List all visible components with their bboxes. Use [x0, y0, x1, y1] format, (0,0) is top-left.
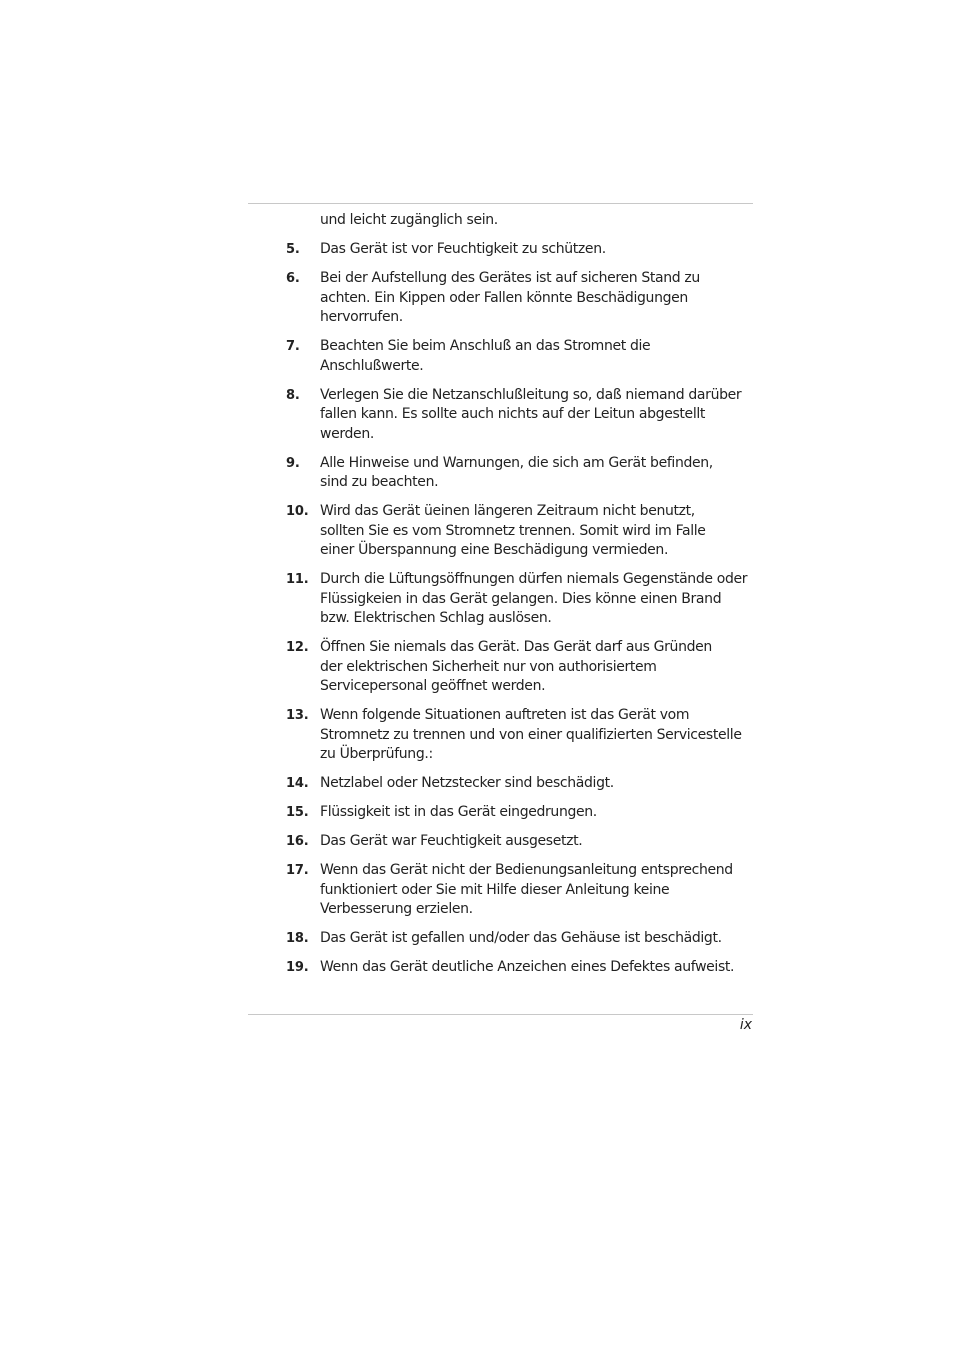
item-text-line: der elektrischen Sicherheit nur von authorisiertem	[320, 658, 657, 675]
item-text-line: Alle Hinweise und Warnungen, die sich am Gerät befinden,	[320, 454, 713, 471]
item-number: 14.	[286, 776, 309, 791]
item-text-line: Öffnen Sie niemals das Gerät. Das Gerät darf aus Gründen	[320, 639, 712, 655]
item-text	[320, 832, 758, 852]
list-item	[248, 958, 758, 978]
item-text-line: bzw. Elektrischen Schlag auslösen.	[320, 610, 552, 626]
item-text-line: fallen kann. Es sollte auch nichts auf der Leitun abgestellt	[320, 406, 706, 422]
item-text	[320, 803, 758, 823]
item-text-line: Stromnetz zu trennen und von einer qualifizierten Servicestelle	[320, 726, 742, 743]
item-text	[320, 240, 758, 260]
item-number: 8.	[286, 387, 300, 403]
item-number: 6.	[286, 271, 300, 286]
item-number: 13.	[286, 708, 309, 723]
item-text	[320, 706, 758, 765]
list-item	[248, 502, 758, 561]
item-text-line: Das Gerät war Feuchtigkeit ausgesetzt.	[320, 833, 583, 849]
item-text-line: Wenn das Gerät deutliche Anzeichen eines Defektes aufweist.	[320, 959, 735, 975]
item-text-line: Verbesserung erzielen.	[320, 901, 473, 917]
item-text	[320, 269, 758, 328]
item-text-line: zu Überprüfung.:	[320, 746, 433, 762]
item-text-line: Wenn folgende Situationen auftreten ist das Gerät vom	[320, 707, 690, 723]
item-text	[320, 454, 758, 493]
list-item	[248, 706, 758, 765]
item-number: 11.	[286, 572, 309, 587]
item-text-line: Verlegen Sie die Netzanschlußleitung so, daß niemand darüber	[320, 386, 742, 403]
item-number: 17.	[286, 863, 309, 878]
list-item	[248, 386, 758, 445]
item-number: 16.	[286, 834, 309, 849]
list-item	[248, 570, 758, 629]
list-item	[248, 269, 758, 328]
item-text-line: einer Überspannung eine Beschädigung vermieden.	[320, 542, 669, 558]
item-text-line: funktioniert oder Sie mit Hilfe dieser Anleitung keine	[320, 881, 670, 898]
item-number: 19.	[286, 960, 309, 975]
item-number: 7.	[286, 339, 300, 354]
list-item	[248, 638, 758, 697]
item-number: 10.	[286, 504, 309, 519]
item-text-line: Das Gerät ist vor Feuchtigkeit zu schützen.	[320, 241, 606, 257]
item-text-line: werden.	[320, 425, 374, 442]
item-text-line: Wenn das Gerät nicht der Bedienungsanleitung entsprechend	[320, 862, 733, 878]
item-text-line: Anschlußwerte.	[320, 357, 424, 374]
item-text-line: Wird das Gerät üeinen längeren Zeitraum nicht benutzt,	[320, 503, 695, 519]
item-text	[320, 337, 758, 376]
item-text	[320, 570, 758, 629]
page-number: ix	[739, 1017, 752, 1033]
item-text-line: Netzlabel oder Netzstecker sind beschädigt.	[320, 775, 614, 791]
safety-instructions-list	[248, 211, 758, 987]
item-text-line: Flüssigkeit ist in das Gerät eingedrungen.	[320, 804, 597, 820]
item-text	[320, 958, 758, 978]
item-number: 5.	[286, 242, 300, 257]
item-text	[320, 929, 758, 949]
footer-rule	[248, 1014, 753, 1015]
list-item	[248, 454, 758, 493]
list-item	[248, 861, 758, 920]
item-text-line: achten. Ein Kippen oder Fallen könnte Beschädigungen	[320, 289, 688, 306]
item-text	[320, 638, 758, 697]
list-item	[248, 832, 758, 852]
list-item	[248, 774, 758, 794]
continued-text: und leicht zugänglich sein.	[320, 212, 498, 228]
item-number: 9.	[286, 455, 300, 471]
list-item	[248, 240, 758, 260]
header-rule	[248, 203, 753, 204]
item-text	[320, 861, 758, 920]
item-number: 18.	[286, 931, 309, 946]
item-text-line: Flüssigkeien in das Gerät gelangen. Dies könne einen Brand	[320, 590, 722, 607]
item-text-line: hervorrufen.	[320, 309, 403, 325]
item-text-line: Durch die Lüftungsöffnungen dürfen niemals Gegenstände oder	[320, 571, 748, 587]
item-text-line: Das Gerät ist gefallen und/oder das Gehäuse ist beschädigt.	[320, 930, 722, 946]
list-item	[248, 337, 758, 376]
list-item	[248, 929, 758, 949]
item-number: 15.	[286, 805, 309, 820]
item-text-line: Beachten Sie beim Anschluß an das Stromnet die	[320, 338, 651, 354]
item-text-line: sollten Sie es vom Stromnetz trennen. Somit wird im Falle	[320, 522, 706, 539]
item-number: 12.	[286, 640, 309, 655]
item-text-line: sind zu beachten.	[320, 474, 439, 490]
item-text	[320, 774, 758, 794]
item-text-line: Servicepersonal geöffnet werden.	[320, 678, 546, 694]
item-text	[320, 502, 758, 561]
item-text-line: Bei der Aufstellung des Gerätes ist auf sicheren Stand zu	[320, 270, 700, 286]
list-item	[248, 803, 758, 823]
item-text	[320, 386, 758, 445]
